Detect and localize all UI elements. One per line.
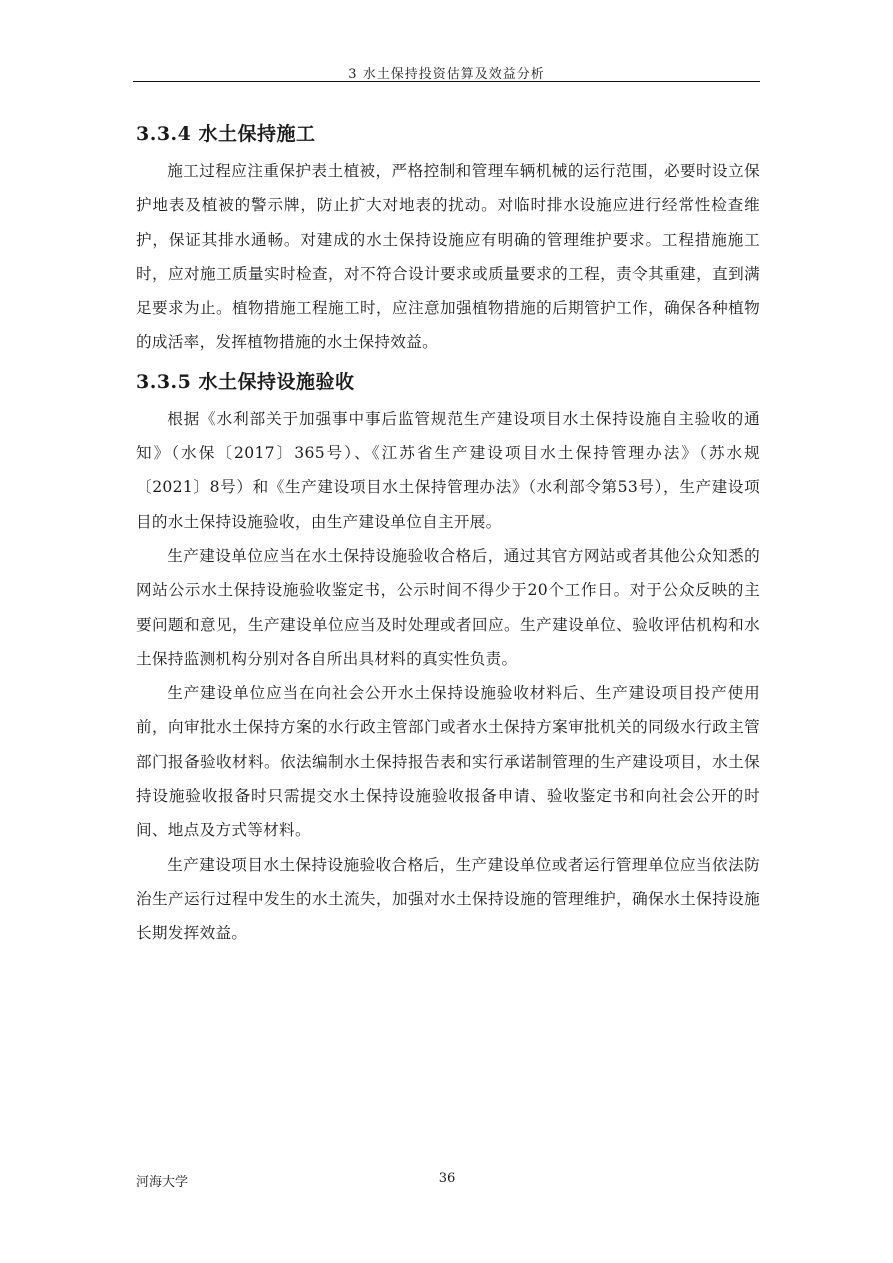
paragraph-acceptance-maintenance: 生产建设项目水土保持设施验收合格后，生产建设单位或者运行管理单位应当依法防治生产运行过程中发生的水土流失，加强对水土保持设施的管理维护，确保水土保持设施长期发挥效益。 — [136, 855, 760, 943]
document-body — [136, 114, 760, 951]
paragraph-acceptance-basis: 根据《水利部关于加强事中事后监管规范生产建设项目水土保持设施自主验收的通知》（水保〔2017〕365号）、《江苏省生产建设项目水土保持管理办法》（苏水规〔2021〕8号）和《生产建设项目水土保持管理办法》（水利部令第53号），生产建设项目的水土保持设施验收，由生产建设单位自主开展。 — [136, 409, 760, 531]
page-number: 36 — [438, 1171, 456, 1186]
paragraph-acceptance-filing: 生产建设单位应当在向社会公开水土保持设施验收材料后、生产建设项目投产使用前，向审批水土保持方案的水行政主管部门或者水土保持方案审批机关的同级水行政主管部门报备验收材料。依法编制水土保持报告表和实行承诺制管理的生产建设项目，水土保持设施验收报备时只需提交水土保持设施验收报备申请、验收鉴定书和向社会公开的时间、地点及方式等材料。 — [136, 684, 760, 840]
footer-institution: 河海大学 — [136, 1175, 189, 1190]
paragraph-acceptance-publicity: 生产建设单位应当在水土保持设施验收合格后，通过其官方网站或者其他公众知悉的网站公示水土保持设施验收鉴定书，公示时间不得少于20个工作日。对于公众反映的主要问题和意见，生产建设单位应当及时处理或者回应。生产建设单位、验收评估机构和水土保持监测机构分别对各自所出具材料的真实性负责。 — [136, 546, 760, 668]
running-header: 3 水土保持投资估算及效益分析 — [348, 67, 545, 82]
section-heading-3-3-5: 3.3.5 水土保持设施验收 — [136, 370, 355, 393]
header-rule — [133, 81, 760, 82]
paragraph-construction: 施工过程应注重保护表土植被，严格控制和管理车辆机械的运行范围，必要时设立保护地表及植被的警示牌，防止扩大对地表的扰动。对临时排水设施应进行经常性检查维护，保证其排水通畅。对建成的水土保持设施应有明确的管理维护要求。工程措施施工时，应对施工质量实时检查，对不符合设计要求或质量要求的工程，责令其重建，直到满足要求为止。植物措施工程施工时，应注意加强植物措施的后期管护工作，确保各种植物的成活率，发挥植物措施的水土保持效益。 — [136, 162, 760, 352]
section-heading-3-3-4: 3.3.4 水土保持施工 — [136, 123, 316, 145]
